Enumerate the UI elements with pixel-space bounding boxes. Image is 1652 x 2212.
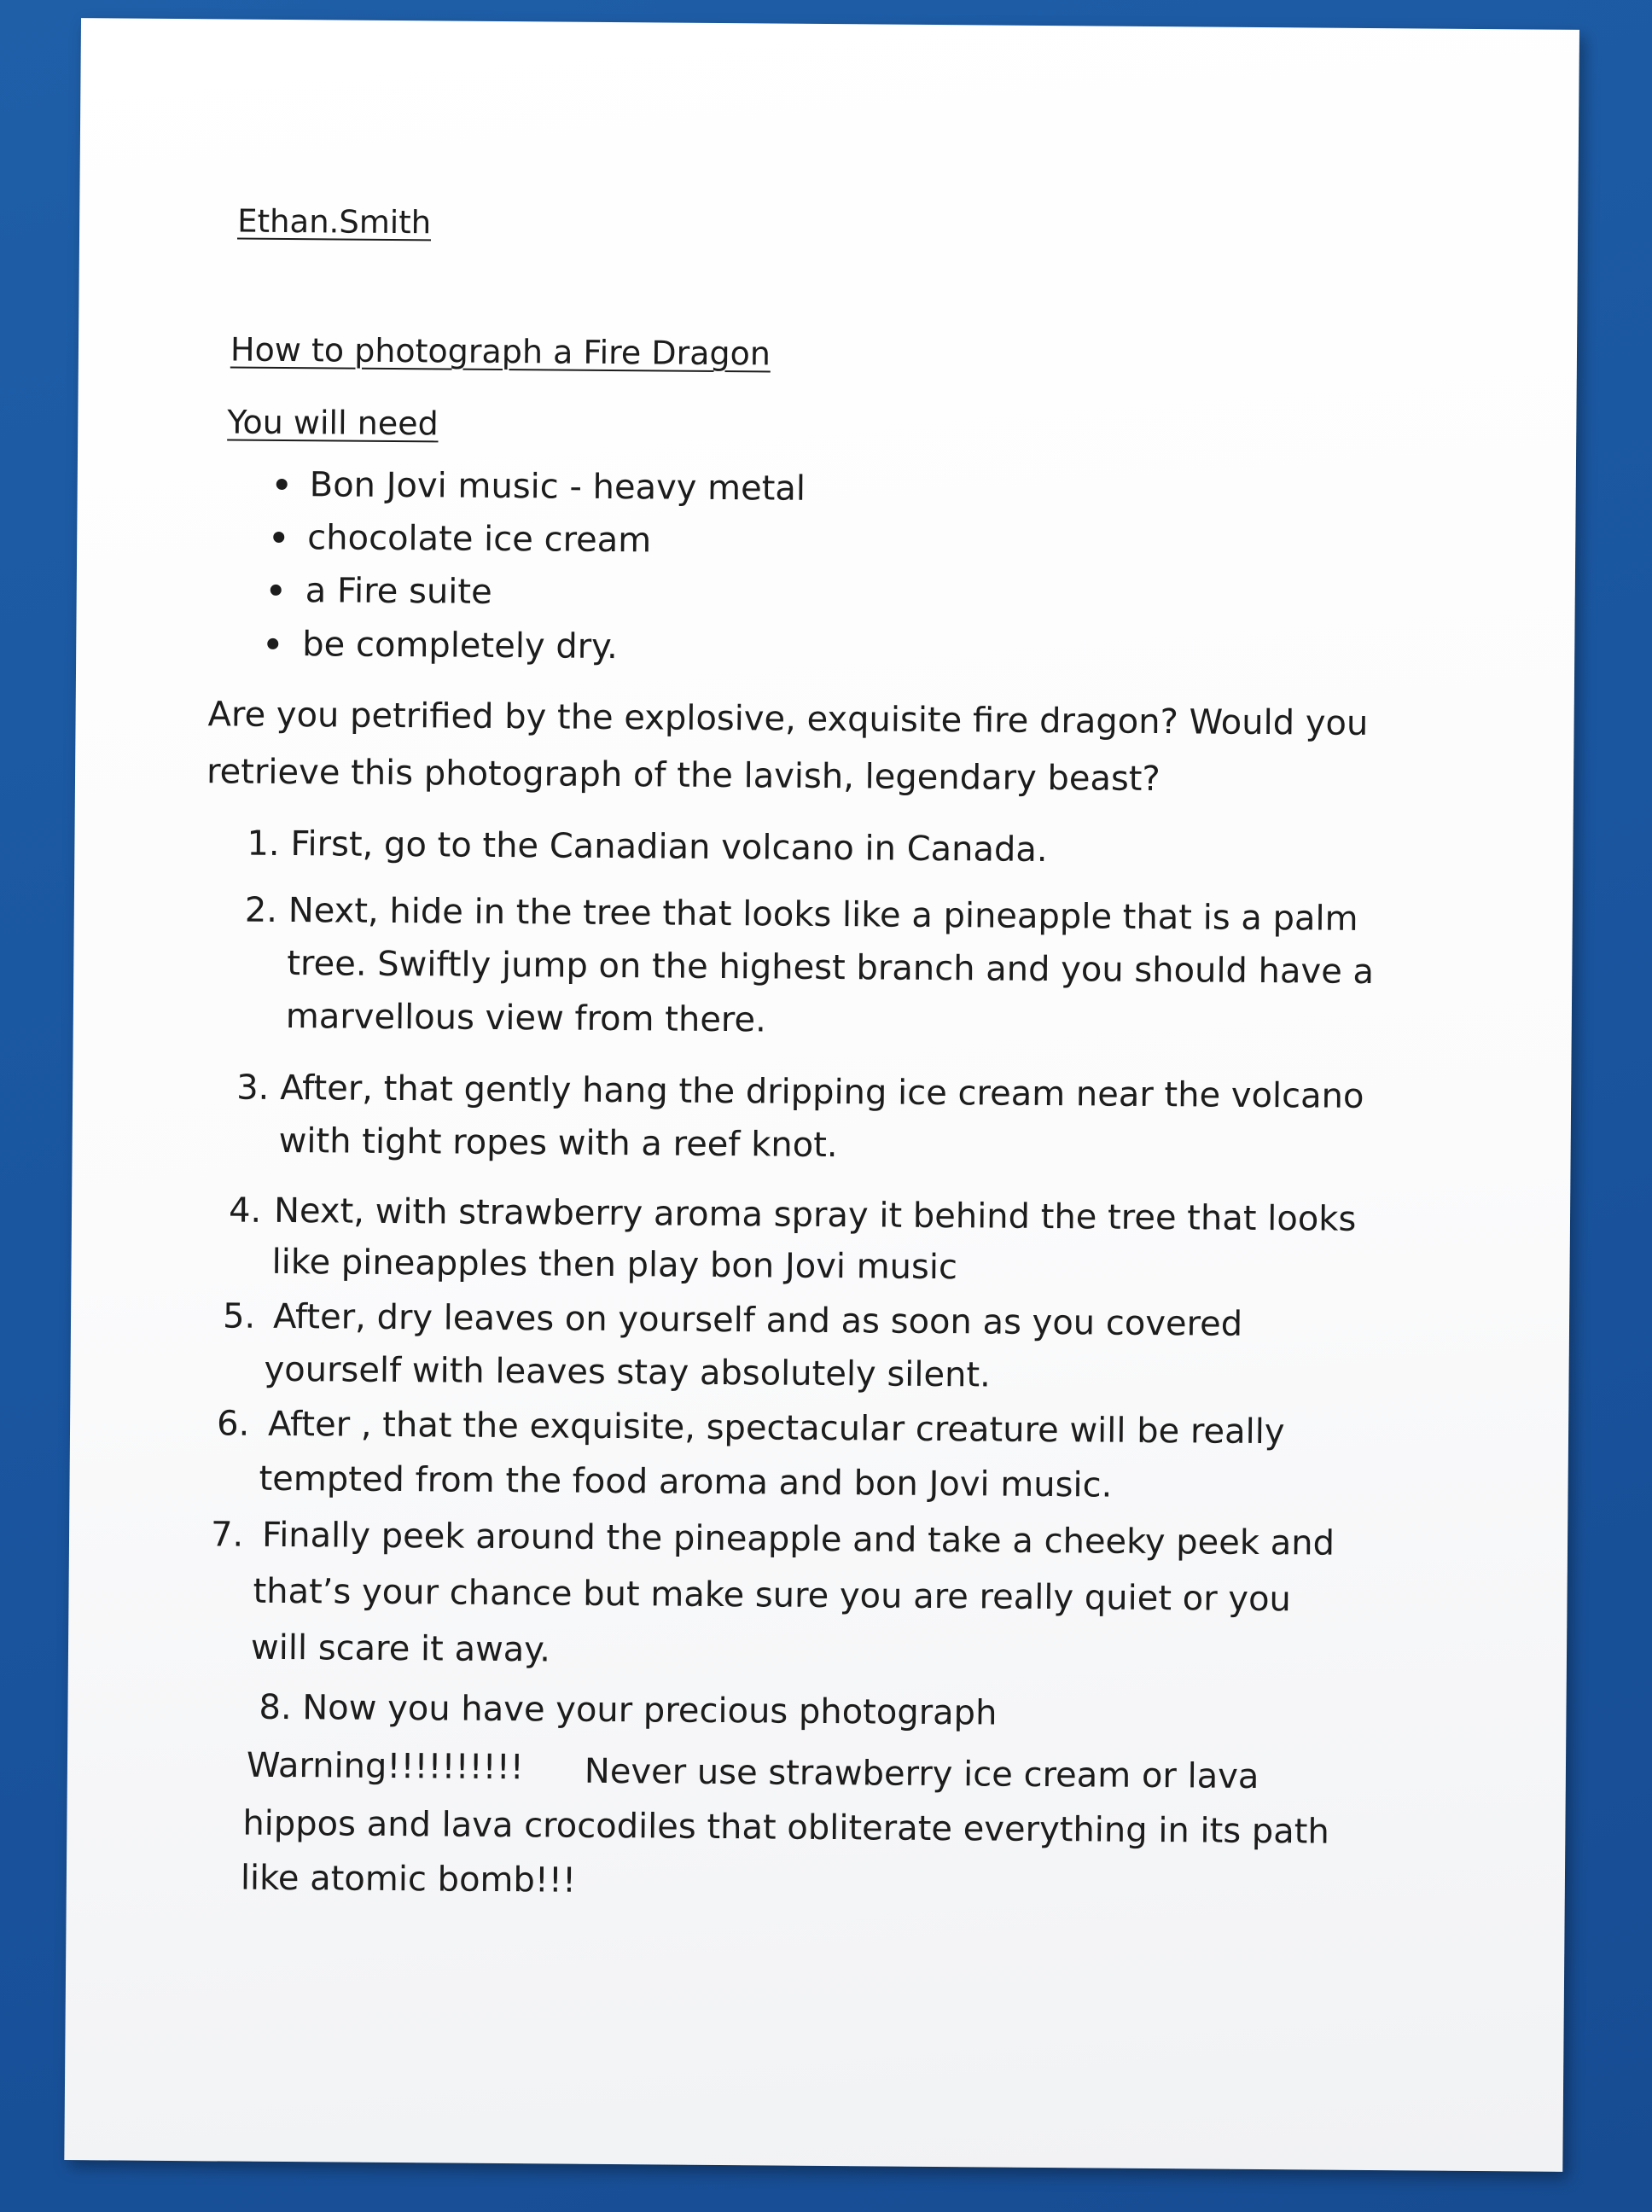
needs-item: a Fire suite xyxy=(305,571,492,612)
needs-item: Bon Jovi music - heavy metal xyxy=(309,465,806,509)
step-number: 6. xyxy=(216,1404,250,1444)
needs-item: be completely dry. xyxy=(302,625,619,667)
step-text: tree. Swiftly jump on the highest branch and you should have a xyxy=(287,944,1375,992)
step-text: After, that gently hang the dripping ice cream near the volcano xyxy=(280,1068,1364,1116)
step-number: 1. xyxy=(247,824,280,864)
intro-line: Are you petrified by the explosive, exquisite fire dragon? Would you xyxy=(207,695,1369,743)
needs-heading: You will need xyxy=(227,403,439,443)
step-text: Next, with strawberry aroma spray it behind the tree that looks xyxy=(273,1190,1357,1239)
step-text: tempted from the food aroma and bon Jovi music. xyxy=(259,1458,1113,1505)
step-final: 8. Now you have your precious photograph xyxy=(259,1687,998,1733)
document-body xyxy=(64,18,1579,2172)
step-text: with tight ropes with a reef knot. xyxy=(278,1121,838,1166)
step-text: Next, hide in the tree that looks like a pineapple that is a palm xyxy=(288,891,1358,939)
document-title: How to photograph a Fire Dragon xyxy=(230,330,771,373)
step-text: like pineapples then play bon Jovi music xyxy=(271,1242,958,1288)
warning-label: Warning!!!!!!!!!! xyxy=(246,1745,524,1788)
step-text: After, dry leaves on yourself and as soon as you covered xyxy=(272,1296,1243,1344)
bullet-icon xyxy=(276,479,288,490)
step-number: 3. xyxy=(236,1068,270,1108)
paper-sheet xyxy=(64,18,1579,2172)
step-text: First, go to the Canadian volcano in Canada. xyxy=(290,824,1048,870)
needs-item: chocolate ice cream xyxy=(307,518,652,561)
warning-text: like atomic bomb!!! xyxy=(240,1858,577,1901)
warning-text: Never use strawberry ice cream or lava xyxy=(584,1751,1259,1797)
bullet-icon xyxy=(270,585,282,596)
warning-text: hippos and lava crocodiles that obliterate everything in its path xyxy=(242,1803,1329,1852)
intro-line: retrieve this photograph of the lavish, legendary beast? xyxy=(206,752,1160,800)
step-text: After , that the exquisite, spectacular creature will be really xyxy=(267,1404,1285,1452)
step-text: Finally peek around the pineapple and take a cheeky peek and xyxy=(261,1515,1335,1563)
bullet-icon xyxy=(273,532,284,543)
step-text: will scare it away. xyxy=(250,1627,551,1670)
step-text: yourself with leaves stay absolutely silent. xyxy=(264,1349,992,1395)
author-name: Ethan.Smith xyxy=(236,202,432,242)
bullet-icon xyxy=(267,638,278,649)
step-text: that’s your chance but make sure you are really quiet or you xyxy=(253,1571,1292,1620)
step-number: 7. xyxy=(210,1515,244,1555)
step-text: marvellous view from there. xyxy=(285,997,766,1040)
step-number: 4. xyxy=(228,1190,262,1231)
step-number: 5. xyxy=(222,1296,256,1336)
step-number: 2. xyxy=(244,890,278,930)
